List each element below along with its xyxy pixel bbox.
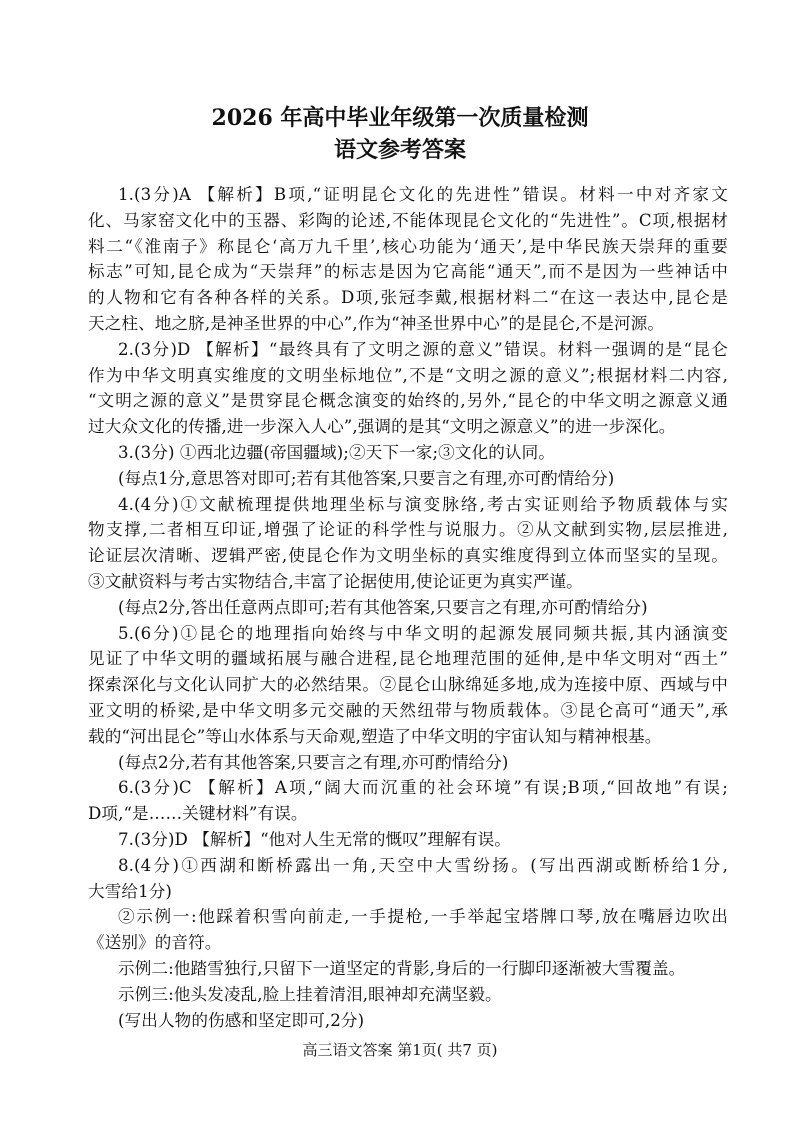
answer-line: 标志”可知,昆仑成为“天崇拜”的标志是因为它高能“通天”,而不是因为一些神话中 [88,262,728,282]
answer-line: 1.(3分)A 【解析】B项,“证明昆仑文化的先进性”错误。材料一中对齐家文 [118,185,728,204]
answer-line: ③文献资料与考古实物结合,丰富了论据使用,使论证更为真实严谨。 [88,571,583,591]
answer-line: 《送别》的音符。 [88,933,222,953]
answer-line: 天之柱、地之脐,是神圣世界的中心”,作为“神圣世界中心”的是昆仑,不是河源。 [88,313,665,333]
answer-body [88,182,728,1033]
answer-line: 2.(3分)D 【解析】“最终具有了文明之源的意义”错误。材料一强调的是“昆仑 [118,339,728,359]
answer-line: 示例二:他踏雪独行,只留下一道坚定的背影,身后的一行脚印逐渐被大雪覆盖。 [118,958,686,978]
answer-line: 8.(4分)①西湖和断桥露出一角,天空中大雪纷扬。(写出西湖或断桥给1分, [118,855,728,875]
answer-line: 7.(3分)D 【解析】“他对人生无常的慨叹”理解有误。 [118,829,511,849]
answer-line: 论证层次清晰、逻辑严密,使昆仑作为文明坐标的真实维度得到立体而坚实的呈现。 [88,546,728,566]
answer-line: 亚文明的桥梁,是中华文明多元交融的天然纽带与物质载体。③昆仑高可“通天”,承 [88,700,728,720]
answer-line: “文明之源的意义”是贯穿昆仑概念演变的始终的,另外,“昆仑的中华文明之源意义通 [88,391,728,411]
answer-line: 5.(6分)①昆仑的地理指向始终与中华文明的起源发展同频共振,其内涵演变 [118,623,728,643]
answer-line: 化、马家窑文化中的玉器、彩陶的论述,不能体现昆仑文化的“先进性”。C项,根据材 [88,210,728,230]
answer-line: 3.(3分) ①西北边疆(帝国疆域);②天下一家;③文化的认同。 [118,442,556,462]
answer-line: ②示例一:他踩着积雪向前走,一手提枪,一手举起宝塔牌口琴,放在嘴唇边吹出 [118,907,728,927]
answer-line: 料二“《淮南子》称昆仑‘高万九千里’,核心功能为‘通天’,是中华民族天崇拜的重要 [88,236,728,256]
document-subtitle: 语文参考答案 [333,137,466,163]
answer-line: 4.(4分)①文献梳理提供地理坐标与演变脉络,考古实证则给予物质载体与实 [118,494,728,514]
answer-line: 过大众文化的传播,进一步深入人心”,强调的是其“文明之源意义”的进一步深化。 [88,417,676,437]
answer-line: (写出人物的伤感和坚定即可,2分) [118,1010,365,1030]
answer-line: 6.(3分)C 【解析】A项,“阔大而沉重的社会环境”有误;B项,“回故地”有误; [118,778,728,798]
answer-line: (每点2分,答出任意两点即可;若有其他答案,只要言之有理,亦可酌情给分) [118,597,648,617]
answer-line: (每点1分,意思答对即可;若有其他答案,只要言之有理,亦可酌情给分) [118,468,615,488]
answer-line: 作为中华文明真实维度的文明坐标地位”,不是“文明之源的意义”;根据材料二内容, [88,365,728,385]
answer-line: 的人物和它有各种各样的关系。D项,张冠李戴,根据材料二“在这一表达中,昆仑是 [88,288,728,308]
answer-line: 探索深化与文化认同扩大的必然结果。②昆仑山脉绵延多地,成为连接中原、西域与中 [88,675,728,695]
answer-line: 示例三:他头发凌乱,脸上挂着清泪,眼神却充满坚毅。 [118,984,502,1004]
answer-line: 见证了中华文明的疆域拓展与融合进程,昆仑地理范围的延伸,是中华文明对“西土” [88,649,728,669]
answer-line: 大雪给1分) [88,881,173,901]
document-title: 2026 年高中毕业年级第一次质量检测 [211,105,589,131]
answer-line: D项,“是……关键材料”有误。 [88,804,308,824]
answer-line: 物支撑,二者相互印证,增强了论证的科学性与说服力。②从文献到实物,层层推进, [88,520,728,540]
page-footer: 高三语文答案 第1页( 共7 页) [302,1041,498,1059]
answer-line: 载的“河出昆仑”等山水体系与天命观,塑造了中华文明的宇宙认知与精神根基。 [88,726,662,746]
answer-line: (每点2分,若有其他答案,只要言之有理,亦可酌情给分) [118,752,509,772]
